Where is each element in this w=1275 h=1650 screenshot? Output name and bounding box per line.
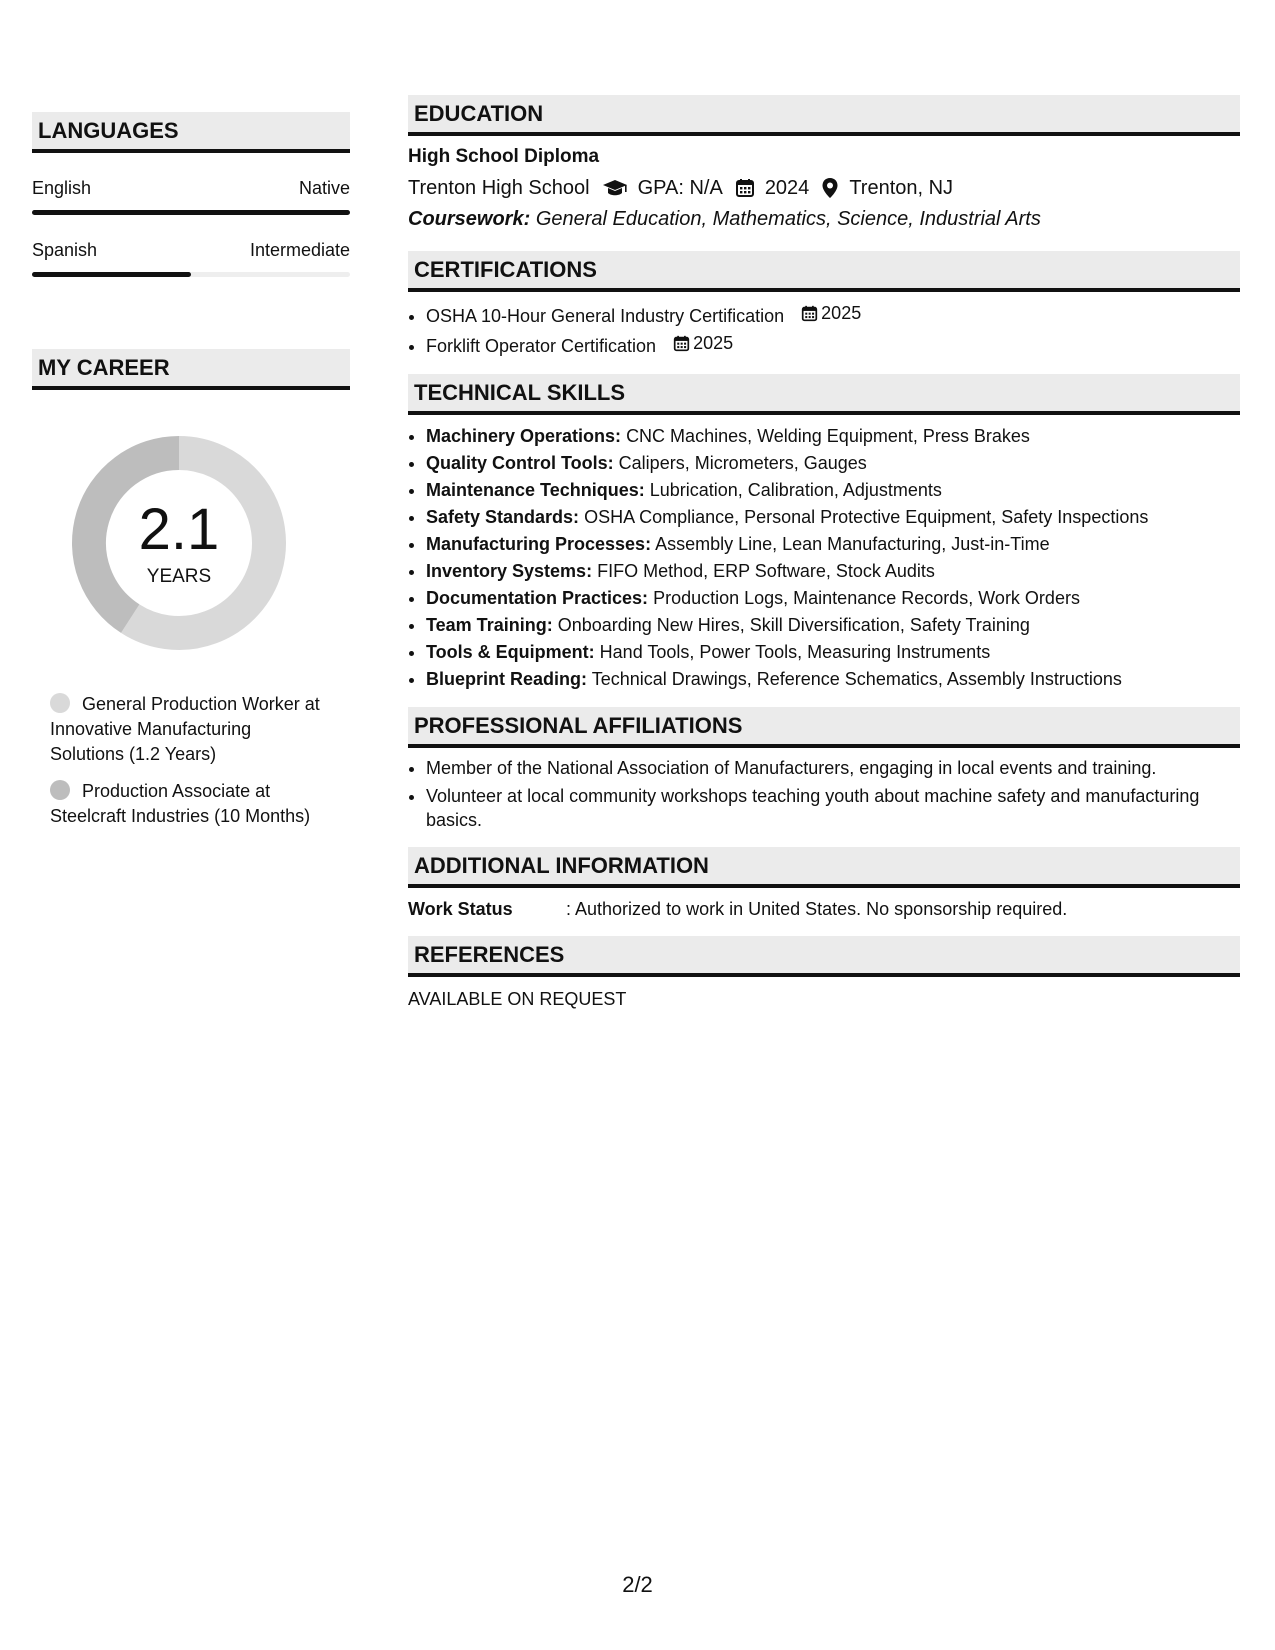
- school-name: Trenton High School: [408, 177, 590, 199]
- skill-item: [426, 477, 1240, 504]
- skill-label: Maintenance Techniques:: [426, 480, 645, 500]
- right-column: [408, 95, 1240, 1020]
- technical-skills-section: [408, 374, 1240, 693]
- skill-label: Team Training:: [426, 615, 553, 635]
- language-level: Native: [298, 178, 350, 198]
- graduation-year: 2024: [764, 177, 810, 199]
- proficiency-bar: [32, 210, 350, 215]
- skill-item: [426, 612, 1240, 639]
- skill-label: Blueprint Reading:: [426, 669, 587, 689]
- skill-value: CNC Machines, Welding Equipment, Press Brakes: [626, 426, 1030, 446]
- certification-name: Forklift Operator Certification: [426, 336, 657, 356]
- skill-value: FIFO Method, ERP Software, Stock Audits: [597, 561, 935, 581]
- affiliations-section: [408, 707, 1240, 833]
- graduation-cap-icon: [602, 178, 628, 198]
- job-color-dot: [50, 693, 70, 713]
- certification-name: OSHA 10-Hour General Industry Certification: [426, 306, 785, 326]
- education-section: [408, 95, 1240, 231]
- skill-label: Safety Standards:: [426, 507, 580, 527]
- calendar-icon: [735, 178, 755, 198]
- language-name: English: [32, 178, 92, 198]
- proficiency-bar: [32, 272, 350, 277]
- skill-item: [426, 423, 1240, 450]
- skill-value: Technical Drawings, Reference Schematics, Assembly Instructions: [591, 669, 1122, 689]
- skill-label: Tools & Equipment:: [426, 642, 595, 662]
- additional-info-heading: ADDITIONAL INFORMATION: [408, 847, 1240, 888]
- references-section: [408, 936, 1240, 1010]
- skill-label: Inventory Systems:: [426, 561, 593, 581]
- skill-label: Manufacturing Processes:: [426, 534, 652, 554]
- education-heading: EDUCATION: [408, 95, 1240, 136]
- technical-skills-heading: TECHNICAL SKILLS: [408, 374, 1240, 415]
- page-number: 2/2: [622, 1572, 653, 1597]
- language-name: Spanish: [32, 240, 98, 260]
- skill-item: [426, 558, 1240, 585]
- calendar-icon: [673, 335, 690, 352]
- certifications-section: [408, 251, 1240, 360]
- coursework: [408, 207, 1240, 231]
- job-entry: [50, 779, 320, 829]
- skill-value: Hand Tools, Power Tools, Measuring Instruments: [599, 642, 991, 662]
- affiliation-item: • Volunteer at local community workshops teaching youth about machine safety and manufacturing basics.: [426, 784, 1240, 833]
- job-color-dot: [50, 780, 70, 800]
- language-english: [32, 177, 350, 215]
- career-total-years: 2.1: [138, 497, 220, 562]
- languages-heading: LANGUAGES: [32, 112, 350, 153]
- affiliation-item: • Member of the National Association of Manufacturers, engaging in local events and training.: [426, 756, 1240, 781]
- certification-year: 2025: [693, 333, 734, 353]
- proficiency-fill: [32, 210, 350, 215]
- career-job-list: [50, 692, 320, 829]
- skill-item: [426, 450, 1240, 477]
- proficiency-fill: [32, 272, 191, 277]
- skill-label: Machinery Operations:: [426, 426, 622, 446]
- location-pin-icon: [821, 177, 839, 199]
- job-label: General Production Worker at Innovative Manufacturing Solutions (1.2 Years): [50, 694, 320, 764]
- certification-item: [426, 300, 1240, 330]
- skills-list: [408, 423, 1240, 693]
- skill-label: Documentation Practices:: [426, 588, 649, 608]
- gpa: GPA: N/A: [637, 177, 723, 199]
- calendar-icon: [801, 305, 818, 322]
- language-spanish: [32, 239, 350, 277]
- skill-item: [426, 666, 1240, 693]
- certification-item: [426, 330, 1240, 360]
- career-heading: MY CAREER: [32, 349, 350, 390]
- work-status-label: Work Status: [408, 898, 513, 919]
- degree-title: High School Diploma: [408, 146, 600, 167]
- job-label: Production Associate at Steelcraft Industries (10 Months): [50, 781, 311, 826]
- career-total-unit: YEARS: [146, 566, 212, 587]
- skill-value: OSHA Compliance, Personal Protective Equipment, Safety Inspections: [584, 507, 1149, 527]
- skill-item: [426, 504, 1240, 531]
- additional-info-section: [408, 847, 1240, 920]
- coursework-list: General Education, Mathematics, Science, Industrial Arts: [535, 208, 1041, 230]
- work-status-value: : Authorized to work in United States. No sponsorship required.: [566, 898, 1068, 919]
- skill-value: Calipers, Micrometers, Gauges: [618, 453, 867, 473]
- career-donut-chart: [64, 428, 294, 658]
- skill-label: Quality Control Tools:: [426, 453, 614, 473]
- affiliations-heading: PROFESSIONAL AFFILIATIONS: [408, 707, 1240, 748]
- certification-year: 2025: [821, 303, 862, 323]
- skill-value: Production Logs, Maintenance Records, Work Orders: [653, 588, 1080, 608]
- skill-item: [426, 639, 1240, 666]
- references-heading: REFERENCES: [408, 936, 1240, 977]
- language-level: Intermediate: [249, 240, 350, 260]
- skill-item: [426, 585, 1240, 612]
- certifications-heading: CERTIFICATIONS: [408, 251, 1240, 292]
- certifications-list: [408, 300, 1240, 360]
- skill-value: Lubrication, Calibration, Adjustments: [649, 480, 942, 500]
- skill-value: Assembly Line, Lean Manufacturing, Just-in-Time: [655, 534, 1050, 554]
- work-status: [408, 898, 1240, 920]
- left-column: [32, 112, 350, 841]
- job-entry: [50, 692, 320, 767]
- coursework-label: Coursework:: [408, 208, 531, 230]
- skill-value: Onboarding New Hires, Skill Diversification, Safety Training: [557, 615, 1030, 635]
- references-text: AVAILABLE ON REQUEST: [408, 988, 627, 1009]
- education-details: [408, 176, 1240, 200]
- skill-item: [426, 531, 1240, 558]
- affiliations-list: [408, 756, 1240, 833]
- school-location: Trenton, NJ: [849, 177, 954, 199]
